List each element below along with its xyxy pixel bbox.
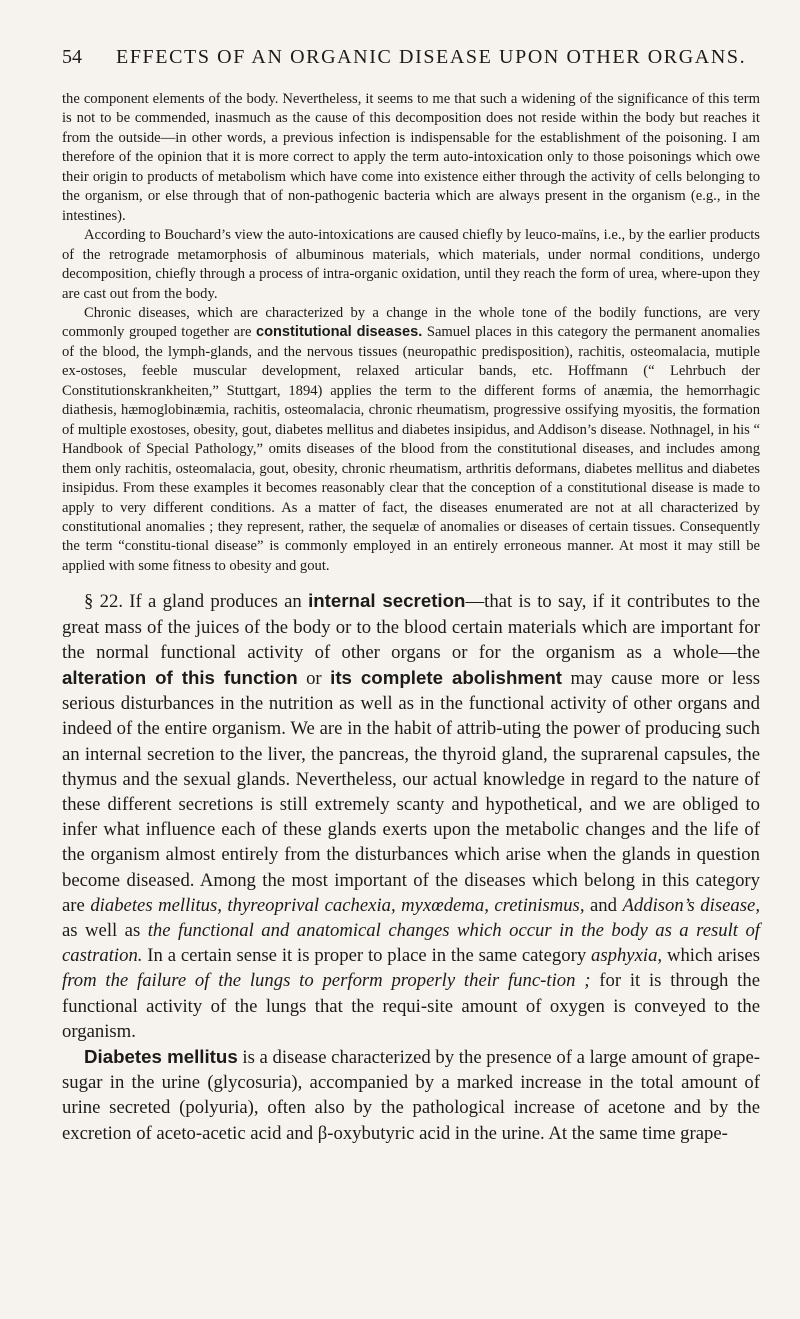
paragraph-bouchard: [62, 226, 760, 304]
paragraph-text: as well as: [62, 919, 148, 941]
paragraph-text: According to Bouchard’s view the auto-intoxications are caused chiefly by leuco-maïns, i.e., by the earlier products of the retrograde metamorphosis of albuminous materials, which materials, under normal conditions, undergo decomposition, chiefly through a process of intra-organic oxidation, until they reach the form of urea, where-upon they are cast out from the body.: [62, 227, 760, 302]
small-print-section: [62, 90, 760, 576]
paragraph-chronic-diseases: [62, 304, 760, 576]
page-number: 54: [62, 46, 82, 68]
bold-term: alteration of this function: [62, 666, 298, 688]
italic-term: the functional and anatomical changes which occur in the body as a result of castration.: [62, 919, 760, 967]
paragraph-diabetes-mellitus: [62, 1044, 760, 1146]
running-head: EFFECTS OF AN ORGANIC DISEASE UPON OTHER ORGANS.: [116, 46, 747, 68]
italic-term: from the failure of the lungs to perform properly their func-tion ;: [62, 970, 591, 992]
paragraph-text: § 22. If a gland produces an: [84, 591, 309, 613]
paragraph-text: In a certain sense it is proper to place in the same category: [142, 945, 591, 967]
paragraph-text: Samuel places in this category the permanent anomalies of the blood, the lymph-glands, and the nervous tissues (neuropathic predisposition), rachitis, osteomalacia, mutiple ex-ostoses, feeble muscular development, relaxed articular bands, etc. Hoffmann (“ Lehrbuch der Constitutionskrankheiten,” Stuttgart, 1894) applies the term to the different forms of anæmia, the hemorrhagic diathesis, hæmoglobinæmia, rachitis, osteomalacia, chronic rheumatism, progressive ossifying myositis, the formation of multiple exostoses, obesity, gout, diabetes mellitus and diabetes insipidus, and Addison’s disease. Nothnagel, in his “ Handbook of Special Pathology,” omits diseases of the blood from the constitutional diseases, and includes among them only rachitis, osteomalacia, gout, obesity, chronic rheumatism, arthritis deformans, diabetes mellitus and diabetes insipidus. From these examples it becomes reasonably clear that the conception of a constitutional disease is made to apply to very different conditions. As a matter of fact, the diseases enumerated are not at all characterized by constitutional anomalies ; they represent, rather, the sequelæ of anomalies or diseases of certain tissues. Consequently the term “constitu-tional disease” is commonly employed in an entirely erroneous manner. At most it may still be applied with some fitness to obesity and gout.: [62, 324, 761, 574]
paragraph-text: or: [297, 667, 331, 689]
paragraph-text: which arises: [662, 945, 760, 967]
bold-term: constitutional diseases.: [255, 324, 423, 341]
paragraph-auto-intoxication: [62, 90, 760, 226]
paragraph-text: the component elements of the body. Nevertheless, it seems to me that such a widening of the significance of this term is not to be commended, inasmuch as the cause of this decomposition does not reside within the body but reaches it from the outside—in other words, a previous infection is indispensable for the establishment of the poisoning. I am therefore of the opinion that it is more correct to apply the term auto-intoxication only to those poisonings which owe their origin to products of metabolism which have come into existence either through the activity of cells belonging to the organism, or else through that of non-pathogenic bacteria which are always present in the organism (e.g., in the intestines).: [62, 91, 760, 224]
paragraph-text: is a disease characterized by the presence of a large amount of grape-sugar in the urine (glycosuria), accompanied by a marked increase in the total amount of urine secreted (polyuria), often also by the pathological increase of acetone and by the excretion of aceto-acetic acid and β-oxybutyric acid in the urine. At the same time grape-: [62, 1046, 760, 1144]
bold-term: internal secretion: [308, 590, 466, 612]
paragraph-text: —that is to say, if it contributes to the great mass of the juices of the body or to the blood certain materials which are important for the normal functional activity of other organs or for the organism as a whole—the: [62, 591, 761, 663]
italic-term: diabetes mellitus, thyreoprival cachexia, myxœdema, cretinismus,: [90, 894, 585, 916]
italic-term: asphyxia,: [591, 945, 663, 967]
paragraph-text: Chronic diseases, which are characterized by a change in the whole tone of the bodily functions, are very commonly grouped together are: [62, 304, 760, 341]
bold-term: Diabetes mellitus: [84, 1045, 238, 1067]
page-header: [62, 46, 760, 80]
paragraph-text: for it is through the functional activity of the lungs that the requi-site amount of oxygen is conveyed to the organism.: [62, 970, 760, 1042]
bold-term: its complete abolishment: [330, 666, 563, 688]
italic-term: Addison’s disease,: [622, 894, 760, 916]
paragraph-text: and: [584, 894, 623, 916]
paragraph-text: may cause more or less serious disturbances in the nutrition as well as in the functional activity of other organs and indeed of the entire organism. We are in the habit of attrib-uting the power of producing such an internal secretion to the liver, the pancreas, the thyroid gland, the suprarenal capsules, the thymus and the sexual glands. Nevertheless, our actual knowledge in regard to the nature of these different secretions is still extremely scanty and hypothetical, and we are obliged to infer what influence each of these glands exerts upon the metabolic changes and the life of the organism almost entirely from the disturbances which arise when the glands in question become diseased. Among the most important of the diseases which belong in this category are: [62, 667, 761, 916]
paragraph-section-22: [62, 588, 760, 1044]
main-text-section: [62, 588, 760, 1145]
